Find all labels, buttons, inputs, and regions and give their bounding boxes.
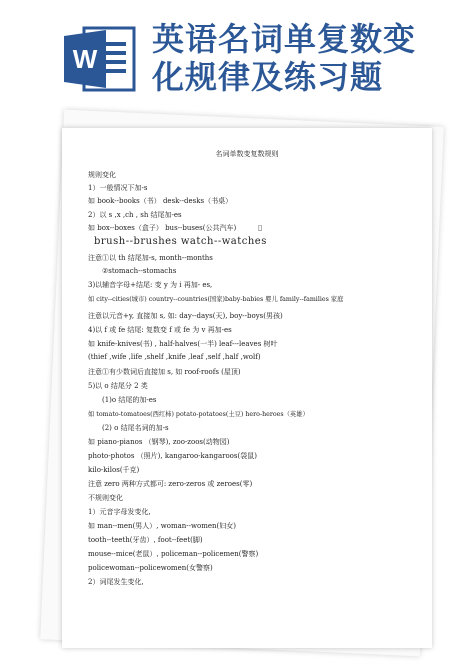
doc-line: 注意①有少数词后直接加 s, 如 roof-roofs (屋顶) <box>88 368 241 376</box>
doc-line: 注意以元音+y, 直接加 s, 如: day--days(天), boy--boys(男孩) <box>88 312 283 320</box>
doc-line: 如 box--boxes（盒子） bus--buses(公共汽车) <box>88 224 237 232</box>
title-line-1: 英语名词单复数变 <box>152 20 417 58</box>
doc-line: 如 tomato-tomatoes(西红柿) potato-potatoes(土豆) hero-heroes（英雄） <box>88 411 309 418</box>
doc-line: 规则变化 <box>88 171 116 179</box>
doc-line: policewoman--policewomen(女警察) <box>88 564 213 572</box>
doc-line: 3)以辅音字母+结尾: 变 y 为 i 再加- es, <box>88 281 213 289</box>
doc-line: 1）一般情况下加-s <box>88 184 148 192</box>
header-banner <box>0 0 474 112</box>
document-page <box>62 128 432 648</box>
doc-line: 如 man--men(男人）, woman--women(妇女) <box>88 522 236 530</box>
doc-line: kilo-kilos(千克) <box>88 466 140 474</box>
doc-line: 不规则变化 <box>88 494 123 502</box>
cursor-mark: ▯ <box>258 223 263 232</box>
doc-line: tooth--teeth(牙齿）, foot--feet(脚) <box>88 536 203 544</box>
doc-line: 如 book--books（书） desk--desks（书桌） <box>88 197 233 205</box>
doc-line: (thief ,wife ,life ,shelf ,knife ,leaf ,self ,half ,wolf) <box>88 353 261 361</box>
doc-line: 如 knife-knives(书) , half-halves(一半) leaf---leaves 树叶 <box>88 340 278 348</box>
doc-line: 注意 zero 两种方式都可: zero-zeros 或 zeroes(零) <box>88 480 253 488</box>
doc-line: ②stomach--stomachs <box>102 267 177 275</box>
doc-line: mouse--mice(老鼠）, policeman--policemen(警察) <box>88 550 259 558</box>
doc-line: 2）以 s ,x ,ch , sh 结尾加-es <box>88 211 182 219</box>
doc-line: 如 city--cities(城市) country--countries(国家)baby-babies 婴儿 family--families 家庭 <box>88 296 344 303</box>
doc-line: 2）词尾发生变化, <box>88 578 144 586</box>
doc-line: (2) o 结尾名词的加-s <box>102 424 169 432</box>
document-title: 名词单数变复数规则 <box>215 150 279 158</box>
doc-line: brush--brushes watch--watches <box>94 236 267 247</box>
doc-line: (1)o 结尾的加-es <box>102 396 157 404</box>
doc-line: photo-photos （照片), kangaroo-kangaroos(袋鼠) <box>88 452 257 460</box>
doc-line: 4)以 f 或 fe 结尾: 复数变 f 或 fe 为 v 再加-es <box>88 326 232 334</box>
word-document-icon <box>64 26 136 92</box>
doc-line: 如 piano-pianos （钢琴), zoo-zoos(动物园) <box>88 438 230 446</box>
doc-line: 注意①以 th 结尾加-s, month--months <box>88 254 213 262</box>
page-title <box>152 20 462 96</box>
svg-text:W: W <box>72 44 98 74</box>
doc-line: 5)以 o 结尾分 2 类 <box>88 382 148 390</box>
title-line-2: 化规律及练习题 <box>152 58 384 96</box>
doc-line: 1）元音字母发变化, <box>88 508 151 516</box>
